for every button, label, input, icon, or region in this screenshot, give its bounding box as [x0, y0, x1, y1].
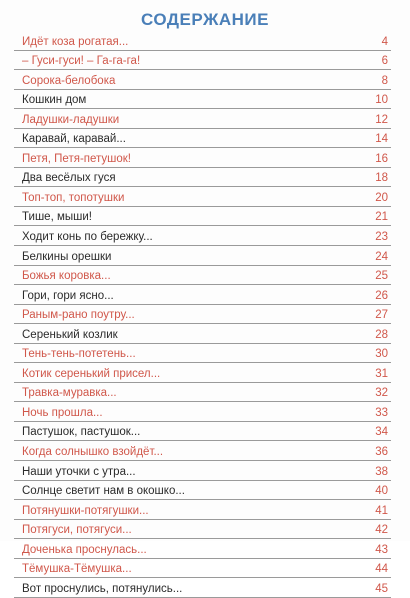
toc-entry[interactable]	[14, 51, 391, 71]
toc-entry-page-number: 32	[375, 387, 388, 400]
toc-entry[interactable]	[14, 266, 391, 286]
toc-entry-title: Петя, Петя-петушок!	[22, 152, 132, 165]
toc-entry-page-number: 18	[375, 172, 388, 185]
toc-entry-title: Потягуси, потягуси...	[22, 524, 132, 537]
toc-entry-title: Потянушки-потягушки...	[22, 504, 149, 517]
toc-entry[interactable]	[14, 129, 391, 149]
toc-entry-title: – Гуси-гуси! – Га-га-га!	[22, 55, 141, 68]
toc-entry[interactable]	[14, 481, 391, 501]
toc-entry-title: Ладушки-ладушки	[22, 113, 120, 126]
toc-entry-title: Гори, гори ясно...	[22, 289, 114, 302]
toc-entry-page-number: 45	[375, 582, 388, 595]
toc-entry-page-number: 40	[375, 485, 388, 498]
toc-entry-title: Тёмушка-Тёмушка...	[22, 563, 132, 576]
toc-entry-title: Серенький козлик	[22, 328, 118, 341]
toc-entry-title: Идёт коза рогатая...	[22, 35, 129, 48]
toc-entry-title: Кошкин дом	[22, 94, 87, 107]
toc-entry[interactable]	[14, 148, 391, 168]
toc-entry-page-number: 34	[375, 426, 388, 439]
toc-entry-page-number: 44	[375, 563, 388, 576]
toc-entry-page-number: 14	[375, 133, 388, 146]
toc-entry-page-number: 4	[381, 35, 388, 48]
toc-entry-title: Доченька проснулась...	[22, 543, 147, 556]
toc-entry-page-number: 8	[381, 74, 388, 87]
toc-entry[interactable]	[14, 207, 391, 227]
toc-entry[interactable]	[14, 90, 391, 110]
toc-entry-title: Топ-топ, топотушки	[22, 191, 125, 204]
toc-entry[interactable]	[14, 383, 391, 403]
toc-entry-title: Пастушок, пастушок...	[22, 426, 141, 439]
toc-entry[interactable]	[14, 168, 391, 188]
toc-entry-title: Котик серенький присел...	[22, 367, 161, 380]
table-of-contents	[14, 31, 391, 598]
toc-entry-title: Ходит конь по бережку...	[22, 231, 153, 244]
toc-entry[interactable]	[14, 441, 391, 461]
toc-entry-page-number: 27	[375, 309, 388, 322]
toc-entry-title: Каравай, каравай...	[22, 133, 126, 146]
toc-entry-page-number: 26	[375, 289, 388, 302]
toc-entry-page-number: 30	[375, 348, 388, 361]
toc-entry[interactable]	[14, 402, 391, 422]
toc-entry-title: Вот проснулись, потянулись...	[22, 582, 183, 595]
toc-entry[interactable]	[14, 226, 391, 246]
toc-entry[interactable]	[14, 578, 391, 598]
toc-entry-page-number: 23	[375, 231, 388, 244]
toc-entry-page-number: 6	[381, 55, 388, 68]
toc-entry[interactable]	[14, 559, 391, 579]
toc-entry-page-number: 25	[375, 270, 388, 283]
toc-entry-title: Наши уточки с утра...	[22, 465, 136, 478]
toc-entry-title: Когда солнышко взойдёт...	[22, 446, 164, 459]
toc-entry-page-number: 28	[375, 328, 388, 341]
toc-entry[interactable]	[14, 31, 391, 51]
toc-entry[interactable]	[14, 187, 391, 207]
toc-entry[interactable]	[14, 422, 391, 442]
toc-entry-page-number: 38	[375, 465, 388, 478]
toc-entry-title: Белкины орешки	[22, 250, 112, 263]
toc-entry[interactable]	[14, 363, 391, 383]
toc-entry-title: Божья коровка...	[22, 270, 111, 283]
toc-entry[interactable]	[14, 461, 391, 481]
toc-entry-title: Тише, мыши!	[22, 211, 92, 224]
toc-entry[interactable]	[14, 539, 391, 559]
toc-entry-title: Сорока-белобока	[22, 74, 116, 87]
toc-entry[interactable]	[14, 305, 391, 325]
toc-entry-page-number: 36	[375, 446, 388, 459]
toc-entry[interactable]	[14, 109, 391, 129]
toc-entry-page-number: 16	[375, 152, 388, 165]
toc-entry-page-number: 10	[375, 94, 388, 107]
toc-entry-page-number: 31	[375, 367, 388, 380]
toc-entry-title: Солнце светит нам в окошко...	[22, 485, 185, 498]
toc-entry[interactable]	[14, 344, 391, 364]
toc-entry[interactable]	[14, 520, 391, 540]
toc-entry-title: Два весёлых гуся	[22, 172, 116, 185]
toc-entry-title: Травка-муравка...	[22, 387, 117, 400]
toc-entry-page-number: 41	[375, 504, 388, 517]
toc-entry[interactable]	[14, 324, 391, 344]
toc-entry[interactable]	[14, 285, 391, 305]
toc-entry-page-number: 20	[375, 191, 388, 204]
toc-entry-page-number: 12	[375, 113, 388, 126]
page-title: СОДЕРЖАНИЕ	[141, 10, 269, 29]
toc-entry-title: Ночь прошла...	[22, 406, 103, 419]
toc-entry-page-number: 21	[375, 211, 388, 224]
toc-entry-page-number: 33	[375, 406, 388, 419]
toc-entry-title: Раным-рано поутру...	[22, 309, 135, 322]
toc-entry-page-number: 24	[375, 250, 388, 263]
toc-entry-page-number: 43	[375, 543, 388, 556]
toc-entry-page-number: 42	[375, 524, 388, 537]
toc-entry[interactable]	[14, 246, 391, 266]
toc-entry[interactable]	[14, 500, 391, 520]
toc-entry-title: Тень-тень-потетень...	[22, 348, 136, 361]
toc-entry[interactable]	[14, 70, 391, 90]
